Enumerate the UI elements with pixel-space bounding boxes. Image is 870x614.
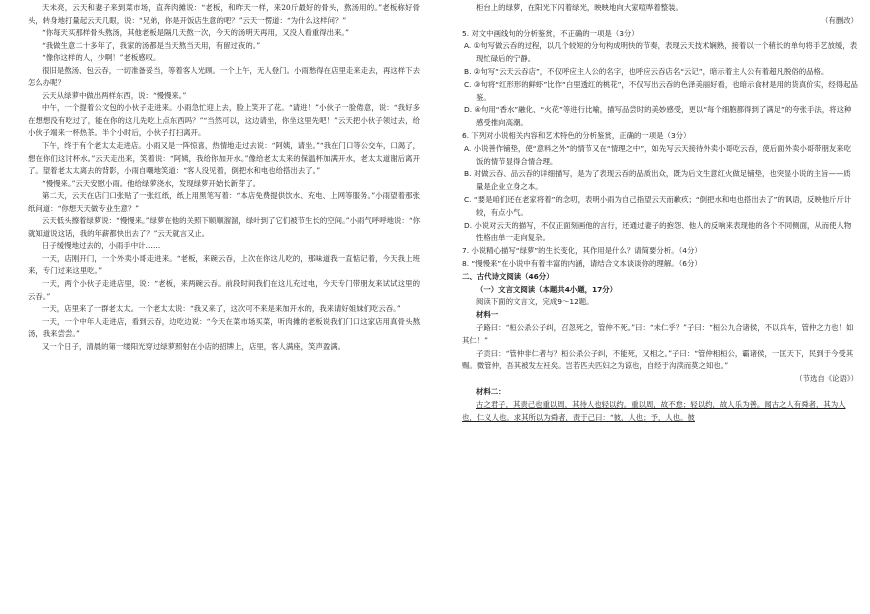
story-paragraph: “慢慢来。”云天安慰小雨。他给绿萝浇水，发现绿萝开始长新芽了。 (42, 178, 261, 188)
story-paragraph: 很旧是熬汤、包云吞，一切准备妥当，等着客人光顾。一个上午，无人登门。小雨愁得在店里走来走去，再这样下去怎么办呢？ (28, 65, 420, 88)
option-b: B. ②句写“云天云吞店”，不仅呼应主人公的名字，也呼应云吞店名“云记”，暗示着主人公有着超凡脱俗的品格。 (464, 66, 829, 76)
question-5 (462, 28, 858, 130)
story-paragraph: “你每天买那样骨头熬汤，其他老板是隔几天熬一次，今天的汤明天再用，又没人看重得出来。” (42, 28, 349, 38)
option-c: C. “要是咱们还在老家将着”的念叨，表明小雨为自己指望云天而歉疚；“倒把水和电也搭出去了”的讽语，反映他斤斤计较，有点小气。 (464, 194, 852, 217)
question-stem: 6. 下列对小说相关内容和艺术特色的分析鉴赏，正确的一项是（3分） (462, 130, 691, 140)
underlined-text: 古之君子，其责己也重以周，其待人也轻以约。重以周，故不怠；轻以约，故人乐为善。闻古之人有舜者，其为人也，仁义人也。求其所以为舜者，责于己曰：“彼，人也；予，人也。彼 (462, 399, 846, 422)
instruction-text: 阅读下面的文言文，完成9～12题。 (476, 297, 594, 307)
option-a: A. ①句写做云吞的过程，以几个较短的分句构成明快的节奏，表现云天技术娴熟，接着以一个稍长的单句将手艺放缓，表现忙碌后的宁静。 (464, 41, 858, 64)
story-paragraph: 一天，店刚开门，一个外卖小哥走进来。“老板，来碗云吞，上次在你这儿吃的，那味道我一直惦记着，今天我上班来，专门过来这里吃。” (28, 253, 420, 276)
material-label: 材料一 (476, 310, 499, 320)
story-paragraph: 又一个日子，清晨的第一缕阳光穿过绿萝照射在小店的招牌上，店里，客人满座，笑声盈满。 (42, 341, 346, 351)
story-paragraph: “像你这样的人，少啊！”老板感叹。 (42, 53, 161, 63)
question-6 (462, 130, 858, 245)
story-paragraph: 下午，终于有个老太太走进店。小雨又是一阵惊喜，热情地走过去说：“阿姨，请坐。”“我在门口等公交车，口渴了，想在你们这讨杯水。”云天走出来，笑着说：“阿姨，我给你加开水。”像给老太太来的保温杯加满开水，老太太道谢后离开了。望着老太太离去的背影，小雨自嘲地笑道：“客人没见着，倒把水和电也给搭出去了。” (28, 141, 420, 176)
questions-column (462, 2, 858, 424)
story-paragraph: 一天，店里来了一群老太太。一个老太太说：“我又来了，这次可不来是来加开水的，我来请好姐妹们吃云吞。” (42, 304, 401, 314)
subsection-heading: （一）文言文阅读（本题共4小题，17分） (476, 284, 618, 294)
question-7: 7. 小说精心描写“绿萝”的生长变化，其作用是什么？请简要分析。（4分） (462, 246, 702, 256)
story-column (28, 2, 420, 353)
source-note: （节选自《论语》） (795, 374, 858, 384)
story-paragraph: 日子缓慢地过去的，小雨手中计…… (42, 241, 161, 251)
question-stem: 5. 对文中画线句的分析鉴赏，不正确的一项是（3分） (462, 28, 639, 38)
material-paragraph: 子贡曰：“管仲非仁者与？桓公杀公子纠，不能死，又相之。”子曰：“管仲相桓公，霸诸侯，一匡天下，民到于今受其赐。微管仲，吾其被发左衽矣。岂若匹夫匹妇之为谅也，自经于沟渎而莫之知也。” (462, 348, 854, 371)
question-8: 8. “慢慢来”在小说中有着丰富的内涵，请结合文本谈谈你的理解。（6分） (462, 258, 702, 268)
option-d: D. ④句用“香水”融化、“火花”等进行比喻，描写品尝时的美妙感受，更以“每个细胞都得到了满足”的夸张手法，将这种感受推向高潮。 (464, 105, 852, 128)
story-paragraph: 中午，一个提着公文包的小伙子走进来。小雨急忙迎上去，脸上笑开了花。“请进！”小伙子一脸倦意，说：“我好多在想想没有吃过了，能在你的这儿先吃上点东西吗？”“当然可以，这边请坐，你坐这里先吧！”云天把小伙子领过去，给小伙子端来一杯热茶。半个小时后，小伙子打扫离开。 (28, 103, 420, 138)
story-ending: 柜台上的绿萝，在阳光下闪着绿光，映映地向大家喧哗着整装。 (476, 3, 683, 12)
story-paragraph: 云天从绿萝中做出两样东西，说：“慢慢来。” (42, 90, 187, 100)
material-paragraph: 子路曰：“桓公杀公子纠，召忽死之，管仲不死。”曰：“未仁乎？”子曰：“桓公九合诸侯，不以兵车，管仲之力也！如其仁！” (462, 322, 854, 345)
material-label: 材料二： (476, 386, 506, 396)
material-paragraph (462, 399, 858, 425)
option-c: C. ③句将“红形形的鲜虾”比作“白里透红的桃花”，不仅写出云吞的色泽美丽好看，也暗示食材是用的货真价实，经得起品鉴。 (464, 79, 858, 102)
story-paragraph: “我做生意二十多年了，我家的汤都是当天熬当天用，有留过夜的。” (42, 40, 261, 50)
story-paragraph: 第二天，云天在店门口张贴了一张红纸，纸上用黑笔写着：“本店免费提供饮水、充电、上网等服务。”小雨望着那张纸问道：“你想天天做专业生意？” (28, 191, 420, 213)
story-paragraph: 云天低头擦着绿萝说：“慢慢来。”绿萝在他的关照下顺顺溜溜，绿叶到了它们被节生长的空间。”小雨气呼呼地说：“你就知道说这话，我的年薪都快出去了？”云天就言又止。 (28, 216, 420, 238)
story-paragraph: 一天，两个小伙子走进店里，说：“老板，来两碗云吞。前段时间我们在这儿充过电，今天专门带朋友来试试这里的云吞。” (28, 279, 420, 301)
option-a: A. 小说善作铺垫，使“意料之外”的情节又在“情理之中”，如先写云天接待外卖小哥吃云吞，使后面外卖小哥带朋友来吃饭的情节显得合情合理。 (464, 143, 852, 166)
source-note: （有删改） (821, 15, 858, 25)
section-heading: 二、古代诗文阅读（46分） (462, 271, 554, 281)
option-d: D. 小说对云天的描写，不仅正面刻画他的言行，还通过妻子的抱怨、他人的反响来表现他的各个不同侧面，从而使人物性格由单一走向复杂。 (464, 220, 852, 243)
option-b: B. 对做云吞、品云吞的详细描写，是为了表现云吞的品质出众，既为后文生意红火做足铺垫，也突显小说的主旨——质量是企业立身之本。 (464, 169, 851, 192)
story-paragraph: 天未亮，云天和妻子来到菜市场，直奔肉摊说：“老板，和昨天一样，来20斤最好的骨头，熬汤用的。”老板称好骨头，转身地打量起云天几眼，说：“兄弟，你是开饭店生意的吧？”云天一愣道：“为什么这样问？” (28, 3, 420, 25)
story-paragraph: 一天，一个中年人走进店，看到云吞，边吃边说：“今天在菜市场买菜，听肉摊的老板说我们门口这家店用真骨头熬汤，我来尝尝。” (28, 316, 420, 339)
